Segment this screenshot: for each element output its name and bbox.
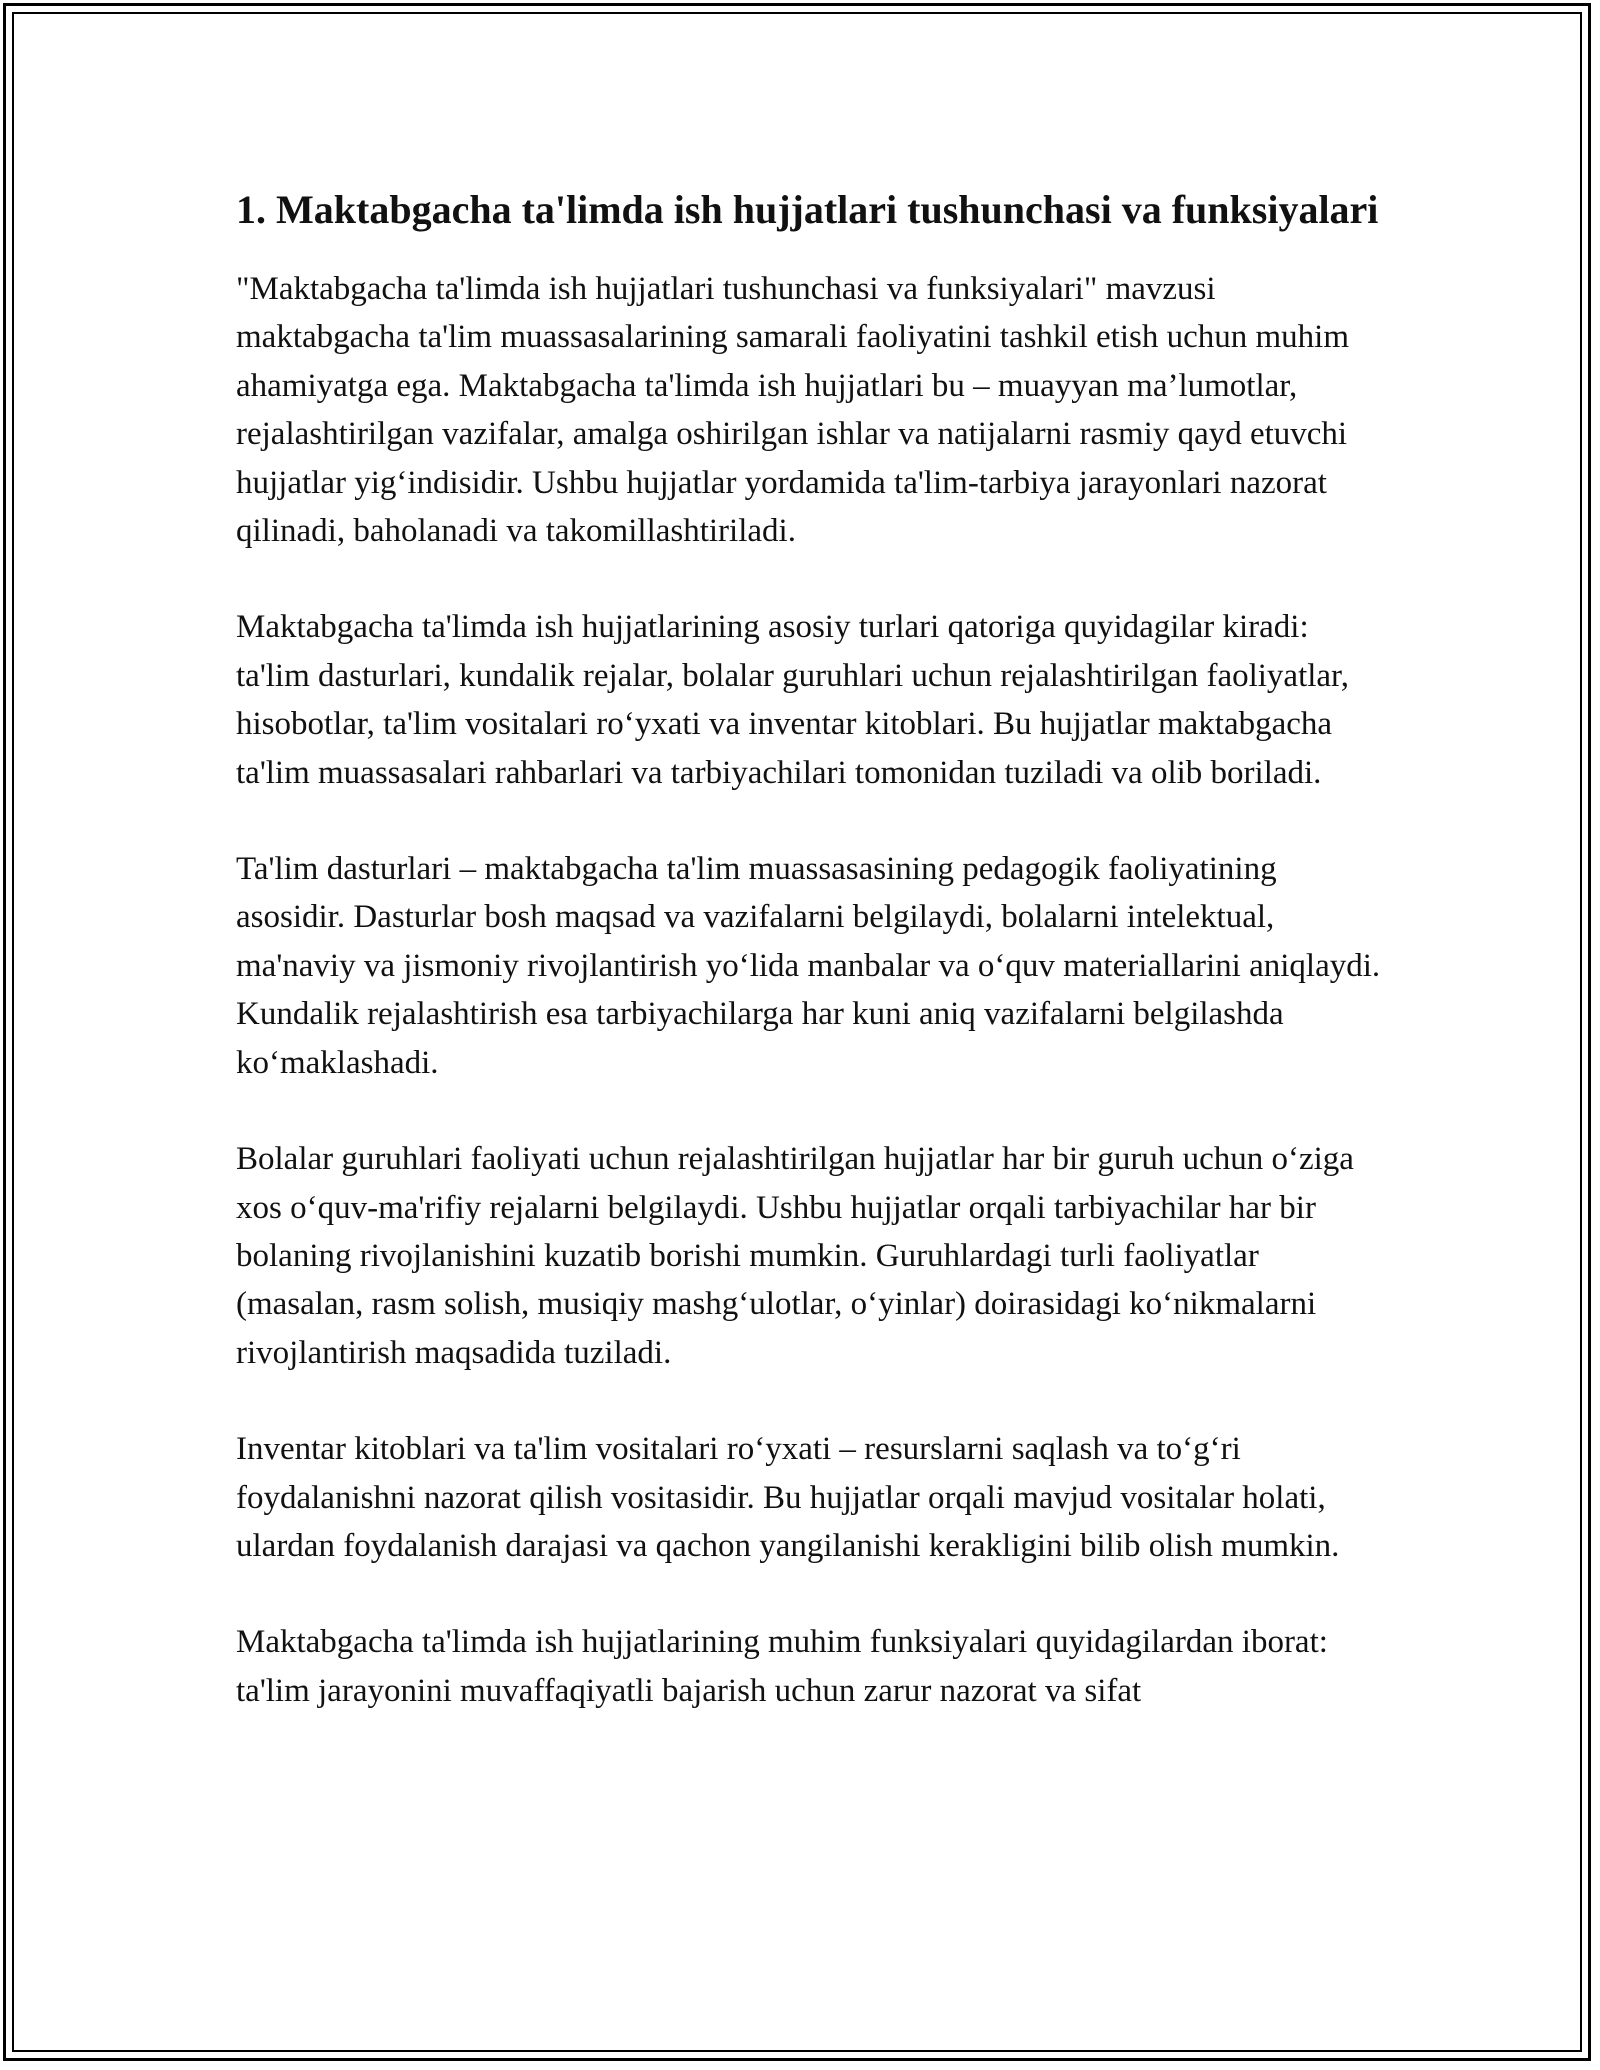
paragraph-1: "Maktabgacha ta'limda ish hujjatlari tushunchasi va funksiyalari" mavzusi maktabgacha ta'lim muassasalarining samarali faoliyatini tashkil etish uchun muhim ahamiyatga ega. Maktabgacha ta'limda ish hujjatlari bu – muayyan ma’lumotlar, rejalashtirilgan vazifalar, amalga oshirilgan ishlar va natijalarni rasmiy qayd etuvchi hujjatlar yig‘indisidir. Ushbu hujjatlar yordamida ta'lim-tarbiya jarayonlari nazorat qilinadi, baholanadi va takomillashtiriladi.	[236, 271, 1349, 550]
paragraph-6: Maktabgacha ta'limda ish hujjatlarining muhim funksiyalari quyidagilardan iborat: ta'lim jarayonini muvaffaqiyatli bajarish uchun zarur nazorat va sifat	[236, 1624, 1328, 1709]
paragraph-5: Inventar kitoblari va ta'lim vositalari ro‘yxati – resurslarni saqlash va to‘g‘ri foydalanishni nazorat qilish vositasidir. Bu hujjatlar orqali mavjud vositalar holati, ulardan foydalanish darajasi va qachon yangilanishi kerakligini bilib olish mumkin.	[236, 1431, 1340, 1564]
section-heading: 1. Maktabgacha ta'limda ish hujjatlari tushunchasi va funksiyalari	[236, 187, 1379, 232]
document-body	[236, 182, 1386, 1715]
paragraph-4: Bolalar guruhlari faoliyati uchun rejalashtirilgan hujjatlar har bir guruh uchun o‘ziga xos o‘quv-ma'rifiy rejalarni belgilaydi. Ushbu hujjatlar orqali tarbiyachilar har bir bolaning rivojlanishini kuzatib borishi mumkin. Guruhlardagi turli faoliyatlar (masalan, rasm solish, musiqiy mashg‘ulotlar, o‘yinlar) doirasidagi ko‘nikmalarni rivojlantirish maqsadida tuziladi.	[236, 1141, 1354, 1371]
paragraph-2: Maktabgacha ta'limda ish hujjatlarining asosiy turlari qatoriga quyidagilar kiradi: ta'lim dasturlari, kundalik rejalar, bolalar guruhlari uchun rejalashtirilgan faoliyatlar, hisobotlar, ta'lim vositalari ro‘yxati va inventar kitoblari. Bu hujjatlar maktabgacha ta'lim muassasalari rahbarlari va tarbiyachilari tomonidan tuziladi va olib boriladi.	[236, 609, 1349, 791]
paragraph-3: Ta'lim dasturlari – maktabgacha ta'lim muassasasining pedagogik faoliyatining asosidir. Dasturlar bosh maqsad va vazifalarni belgilaydi, bolalarni intelektual, ma'naviy va jismoniy rivojlantirish yo‘lida manbalar va o‘quv materiallarini aniqlaydi. Kundalik rejalashtirish esa tarbiyachilarga har kuni aniq vazifalarni belgilashda ko‘maklashadi.	[236, 851, 1381, 1081]
